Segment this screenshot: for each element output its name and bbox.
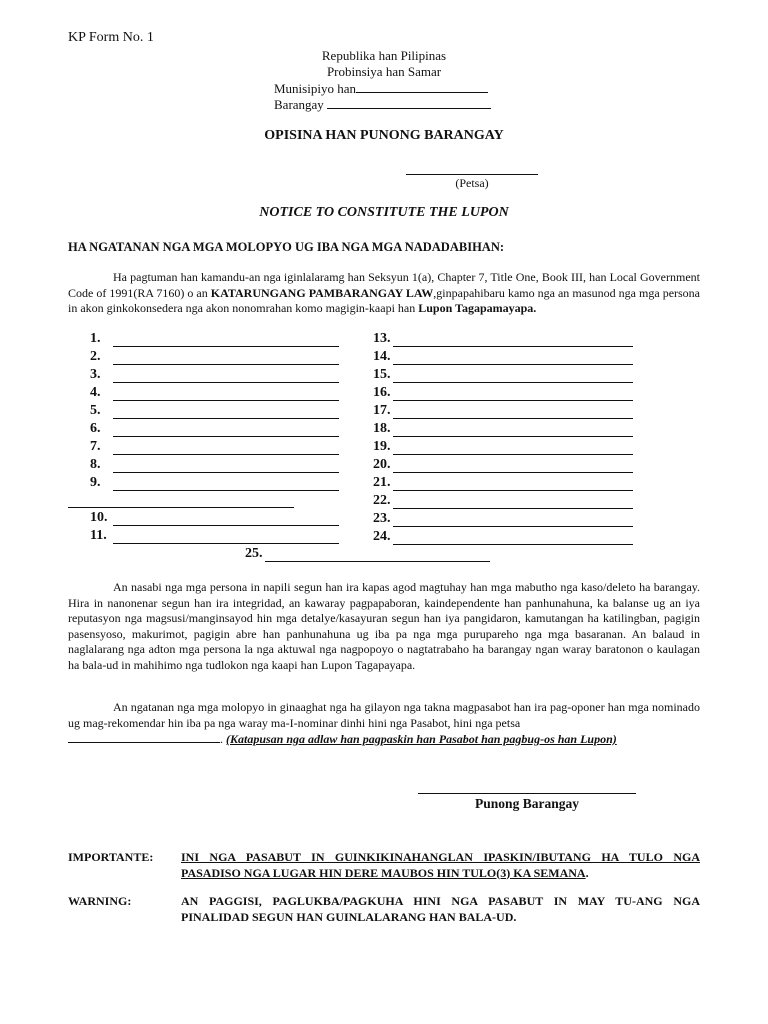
- nominee-blank[interactable]: [113, 418, 339, 419]
- header-province: Probinsiya han Samar: [326, 64, 442, 79]
- warning-text: AN PAGGISI, PAGLUKBA/PAGKUHA HINI NGA PASABUT IN MAY TU-ANG NGA PINALIDAD SEGUN HAN GUINLALARANG HAN BALA-UD.: [181, 894, 700, 924]
- nominee-blank[interactable]: [393, 346, 633, 347]
- nominee-blank[interactable]: [113, 525, 339, 526]
- nominee-blank[interactable]: [393, 508, 633, 509]
- nominee-blank[interactable]: [393, 436, 633, 437]
- intro-text-2: ,ginpapahibaru kamo nga an masunod nga mga persona in akon ginkokonsedera nga akon nonomrahan komo magigin-kaapi han: [68, 285, 701, 315]
- nominee-blank[interactable]: [113, 454, 339, 455]
- nominee-number: 6.: [90, 421, 101, 436]
- important-text: INI NGA PASABUT IN GUINKIKINAHANGLAN IPASKIN/IBUTANG HA TULO NGA PASADISO NGA LUGAR HIN DERE MAUBOS HIN TULO(3) KA SEMANA.: [181, 850, 700, 880]
- nominee-blank[interactable]: [113, 490, 339, 491]
- nominee-number: 15.: [373, 367, 391, 382]
- nominee-blank[interactable]: [393, 382, 633, 383]
- nominee-number: 13.: [373, 331, 391, 346]
- body-paragraph-2: [68, 700, 700, 748]
- body-paragraph-1-text: An nasabi nga mga persona in napili segun han ira kapas agod magtuhay han mga mabutho nga kaso/deleto ha barangay. Hira in nanonenar segun han ira integridad, an kawaray pagpapaboran, kaindependente han panhunahuna, ka balanse ug an iya reputasyon nga magsusi/manginsayod hin mga detalye/kasayuran segun han iya pangidaron, kamutangan ha katilingban, pagigin pasensyoso, makurimot, pagigin abre han panhunahuna ug iba pa nga mga purupareho nga mga basaranan. An balaud in naglalarang nga adton mga persona la nga aktuwal nga nagpopoyo o nagtatrabaho ha barangay ngan waray baratonon o kaulagan ha bala-ud in mahihimo nga tudlokon nga kaapi han Lupon Tagapayapa.: [68, 580, 700, 672]
- nominee-number: 9.: [90, 475, 101, 490]
- header-republic: Republika han Pilipinas: [321, 48, 447, 63]
- nominee-number: 14.: [373, 349, 391, 364]
- nominee-number: 1.: [90, 331, 101, 346]
- office-title: OPISINA HAN PUNONG BARANGAY: [264, 128, 504, 143]
- nominee-blank[interactable]: [393, 472, 633, 473]
- body-paragraph-1: [68, 580, 700, 673]
- deadline-note: (Katapusan nga adlaw han pagpaskin han Pasabot han pagbug-os han Lupon): [226, 732, 617, 746]
- nominee-blank[interactable]: [393, 400, 633, 401]
- form-number: KP Form No. 1: [68, 30, 154, 45]
- intro-text-1: Ha pagtuman han kamandu-an nga iginlalaramg han Seksyun 1(a), Chapter 7, Title One, Book III, han Local Government Code of 1991(RA 7160) o an: [68, 270, 700, 300]
- nominee-number: 21.: [373, 475, 391, 490]
- nominee-blank[interactable]: [393, 544, 633, 545]
- nominee-number: 10.: [90, 510, 108, 525]
- signature-line[interactable]: [418, 793, 636, 794]
- nominee-number: 3.: [90, 367, 101, 382]
- nominee-number: 5.: [90, 403, 101, 418]
- nominee-blank[interactable]: [113, 472, 339, 473]
- barangay-label: Barangay: [274, 97, 324, 112]
- warning-label: WARNING:: [68, 894, 132, 908]
- nominee-blank[interactable]: [393, 454, 633, 455]
- date-blank[interactable]: [406, 173, 538, 175]
- barangay-blank[interactable]: [327, 96, 491, 109]
- nominee-number: 25.: [245, 546, 263, 561]
- nominee-number: 4.: [90, 385, 101, 400]
- signature-label: Punong Barangay: [475, 796, 579, 811]
- law-name: KATARUNGANG PAMBARANGAY LAW: [210, 285, 434, 300]
- nominee-blank[interactable]: [113, 382, 339, 383]
- date-label: (Petsa): [455, 176, 489, 190]
- intro-paragraph: [68, 270, 700, 317]
- municipality-row: [274, 80, 488, 97]
- nominee-blank[interactable]: [113, 346, 339, 347]
- nominee-blank[interactable]: [393, 526, 633, 527]
- deadline-blank[interactable]: [68, 731, 220, 743]
- nominee-number: 2.: [90, 349, 101, 364]
- nominee-blank[interactable]: [265, 561, 490, 562]
- nominee-blank[interactable]: [113, 543, 339, 544]
- municipality-blank[interactable]: [356, 80, 488, 93]
- salutation: HA NGATANAN NGA MGA MOLOPYO UG IBA NGA MGA NADADABIHAN:: [68, 240, 505, 254]
- notice-title: NOTICE TO CONSTITUTE THE LUPON: [259, 205, 509, 220]
- nominee-number: 16.: [373, 385, 391, 400]
- body-paragraph-2-text: An ngatanan nga mga molopyo in ginaaghat nga ha gilayon nga takna magpasabot han ira pag-oponer han mga nominado ug mag-rekomendar hin iba pa nga waray ma-I-nominar dinhi hini nga Pasabot, hini nga petsa: [68, 700, 700, 730]
- nominee-blank[interactable]: [393, 364, 633, 365]
- nominee-number: 20.: [373, 457, 391, 472]
- nominee-number: 22.: [373, 493, 391, 508]
- deadline-row: . (Katapusan nga adlaw han pagpaskin han Pasabot han pagbug-os han Lupon): [68, 731, 700, 748]
- barangay-row: [274, 96, 491, 113]
- important-body: INI NGA PASABUT IN GUINKIKINAHANGLAN IPASKIN/IBUTANG HA TULO NGA PASADISO NGA LUGAR HIN DERE MAUBOS HIN TULO(3) KA SEMANA: [181, 850, 700, 880]
- nominee-number: 24.: [373, 529, 391, 544]
- nominee-item-25: [245, 546, 495, 564]
- municipality-label: Munisipiyo han: [274, 81, 356, 96]
- nominee-blank[interactable]: [113, 364, 339, 365]
- nominee-blank[interactable]: [393, 418, 633, 419]
- nominee-blank[interactable]: [113, 400, 339, 401]
- nominee-blank[interactable]: [113, 436, 339, 437]
- nominee-number: 18.: [373, 421, 391, 436]
- important-label: IMPORTANTE:: [68, 850, 154, 864]
- lupon-name: Lupon Tagapamayapa.: [418, 301, 537, 315]
- nominee-blank[interactable]: [393, 490, 633, 491]
- nominee-number: 17.: [373, 403, 391, 418]
- nominee-number: 19.: [373, 439, 391, 454]
- nominee-number: 7.: [90, 439, 101, 454]
- nominee-blank-extra[interactable]: [68, 507, 294, 508]
- nominee-number: 11.: [90, 528, 107, 543]
- nominee-number: 8.: [90, 457, 101, 472]
- nominee-number: 23.: [373, 511, 391, 526]
